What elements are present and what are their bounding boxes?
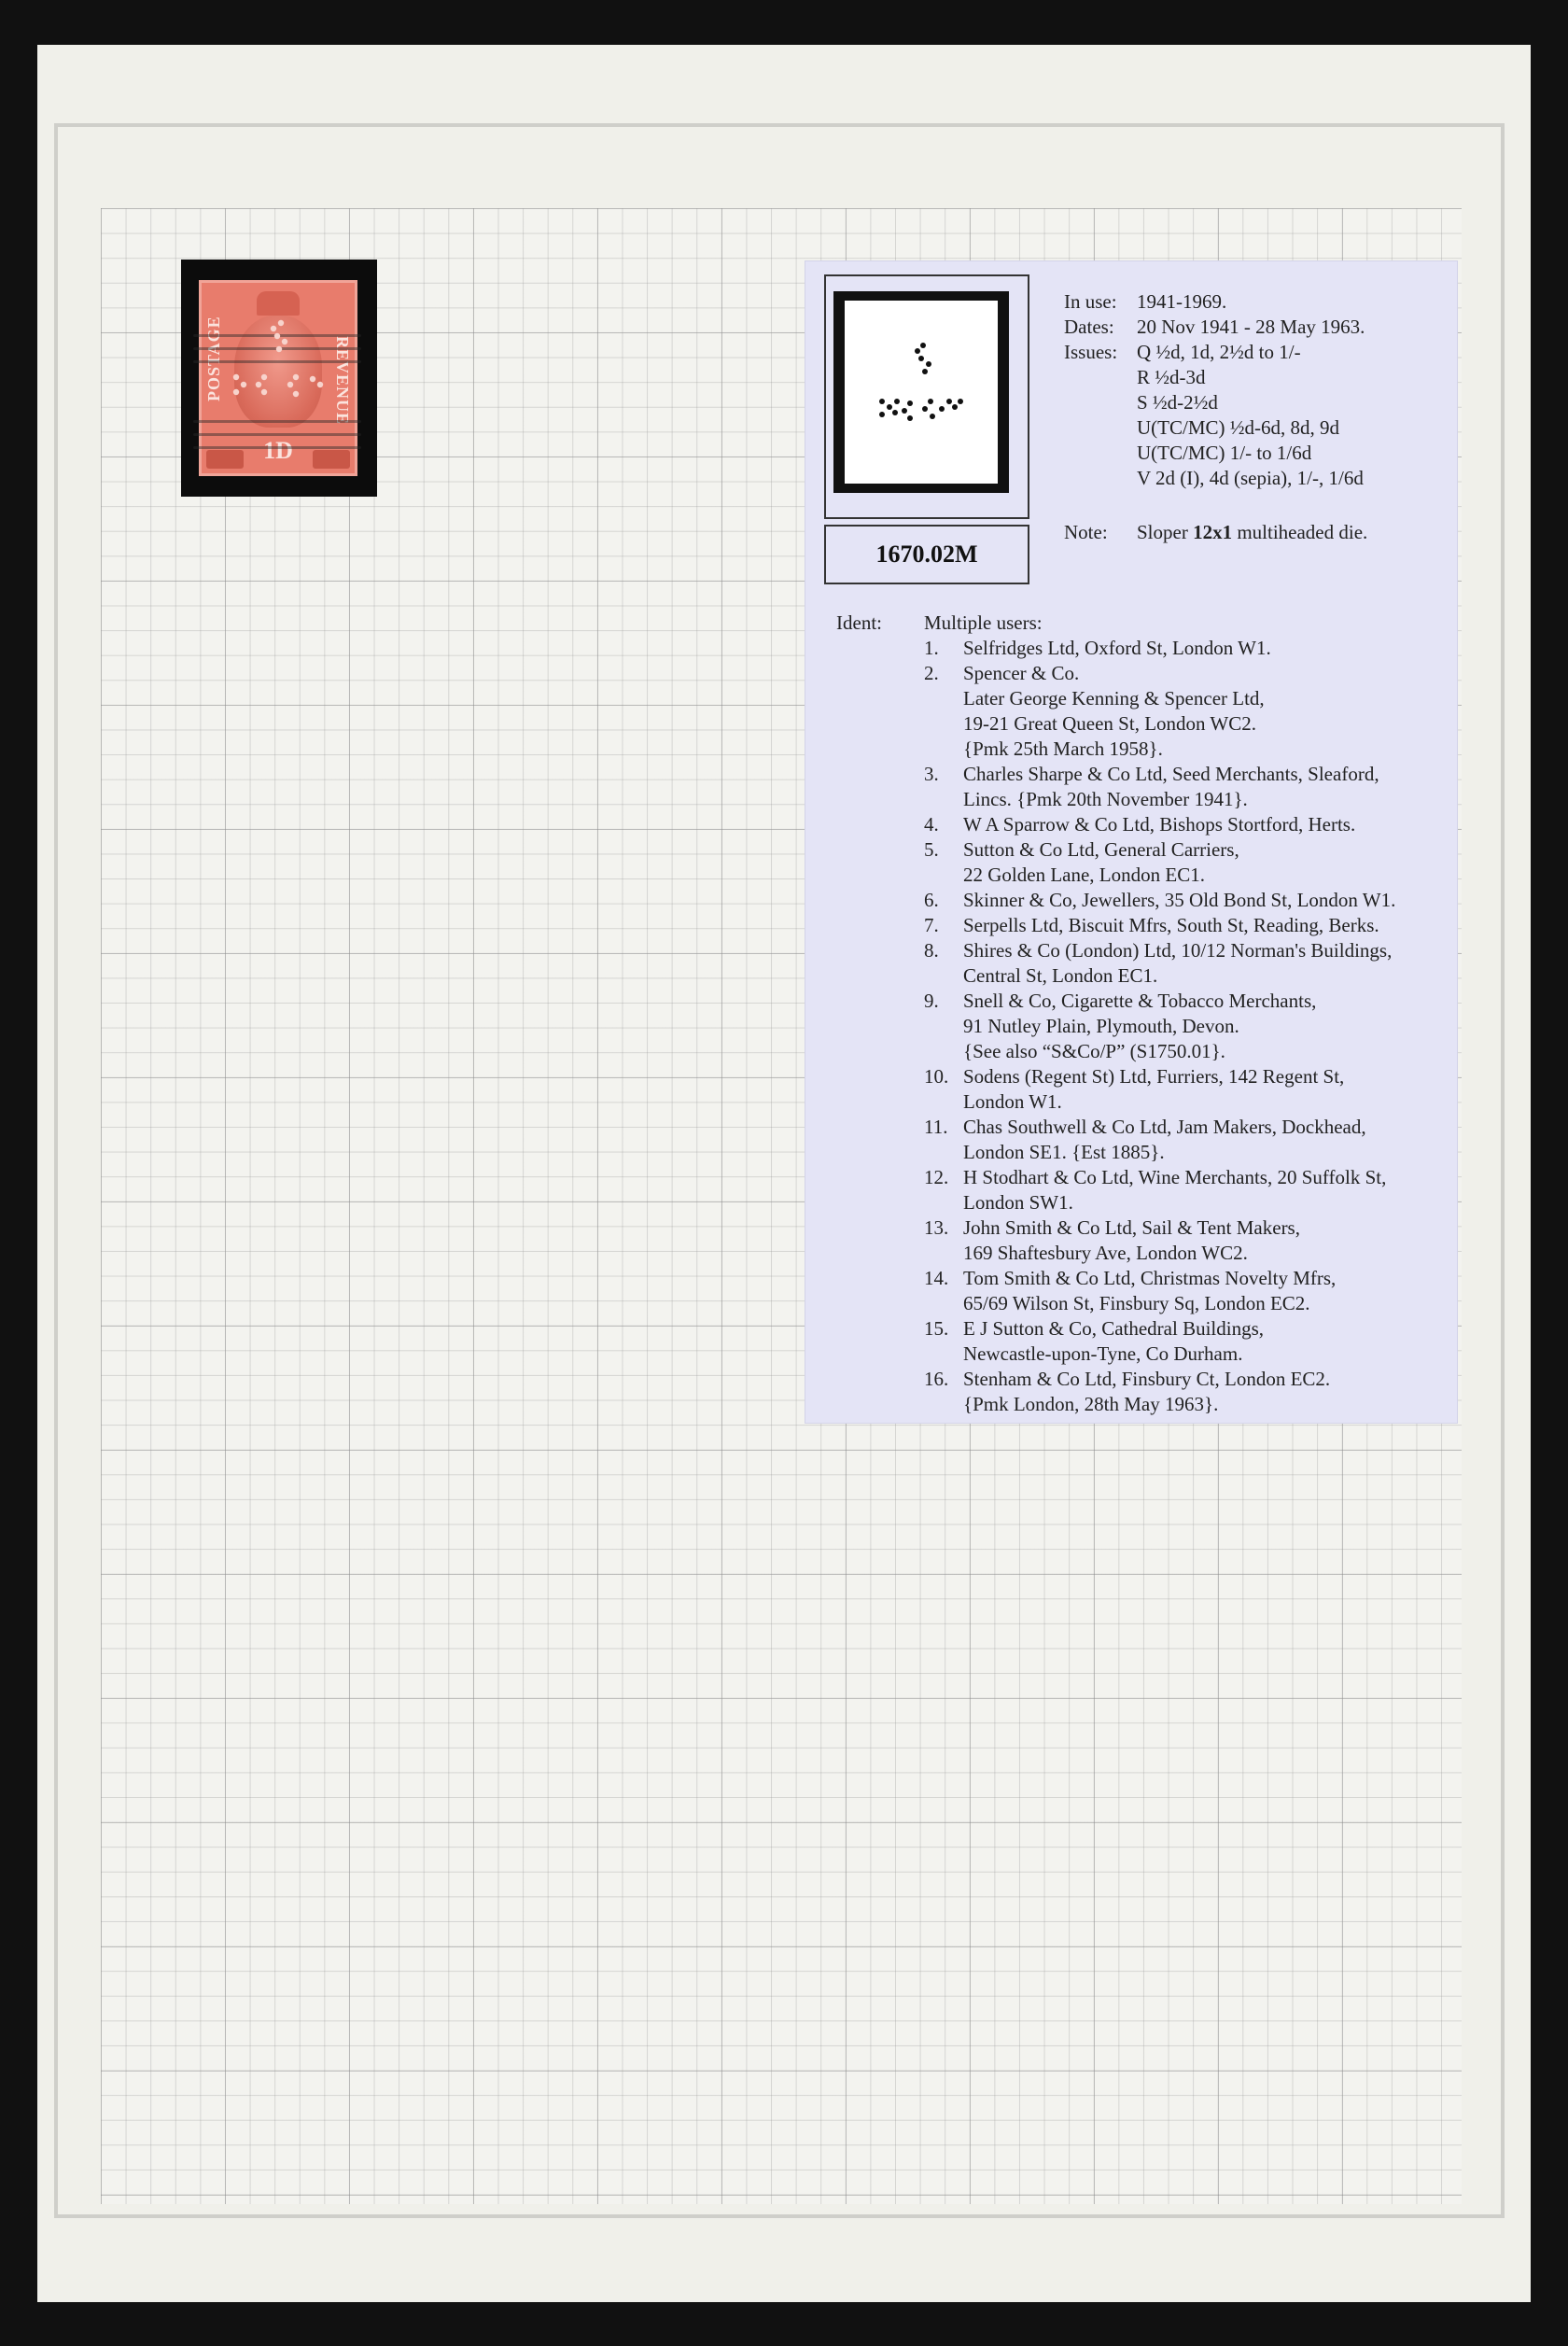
detail-value: V 2d (I), 4d (sepia), 1/-, 1/6d	[1137, 467, 1364, 489]
list-item	[924, 888, 1395, 913]
stamp	[199, 280, 357, 476]
list-item-number: 16.	[924, 1368, 949, 1390]
detail-row	[1064, 390, 1365, 415]
list-item-text: John Smith & Co Ltd, Sail & Tent Makers, 169 Shaftesbury Ave, London WC2.	[963, 1216, 1300, 1264]
list-item-number: 5.	[924, 838, 939, 861]
list-item-text: Selfridges Ltd, Oxford St, London W1.	[963, 637, 1271, 659]
list-item	[924, 1215, 1395, 1266]
album-page	[37, 45, 1531, 2302]
detail-key: Dates:	[1064, 316, 1114, 338]
list-item-number: 3.	[924, 763, 939, 785]
list-item-text: Shires & Co (London) Ltd, 10/12 Norman's Buildings, Central St, London EC1.	[963, 939, 1393, 987]
list-item-number: 4.	[924, 813, 939, 836]
list-item-number: 14.	[924, 1267, 949, 1289]
detail-row	[1064, 365, 1365, 390]
list-item-number: 7.	[924, 914, 939, 936]
detail-key: Issues:	[1064, 341, 1118, 363]
ident-section	[836, 611, 1395, 1417]
list-item-number: 10.	[924, 1065, 949, 1088]
detail-value: 20 Nov 1941 - 28 May 1963.	[1137, 316, 1365, 338]
list-item	[924, 1316, 1395, 1367]
detail-value: S ½d-2½d	[1137, 391, 1218, 414]
list-item	[924, 913, 1395, 938]
detail-value: Q ½d, 1d, 2½d to 1/-	[1137, 341, 1301, 363]
stamp-value: 1D	[263, 437, 293, 464]
list-item-number: 15.	[924, 1317, 949, 1340]
detail-value: R ½d-3d	[1137, 366, 1206, 388]
list-item-text: Serpells Ltd, Biscuit Mfrs, South St, Reading, Berks.	[963, 914, 1379, 936]
list-item-text: W A Sparrow & Co Ltd, Bishops Stortford, Herts.	[963, 813, 1356, 836]
list-item-number: 13.	[924, 1216, 949, 1239]
list-item-number: 2.	[924, 662, 939, 684]
list-item	[924, 762, 1395, 812]
list-item-text: Spencer & Co. Later George Kenning & Spencer Ltd, 19-21 Great Queen St, London WC2. {Pmk 25th March 1958}.	[963, 662, 1265, 760]
ident-label: Ident:	[836, 611, 882, 634]
list-item	[924, 1165, 1395, 1215]
list-item	[924, 812, 1395, 837]
list-item-text: Tom Smith & Co Ltd, Christmas Novelty Mfrs, 65/69 Wilson St, Finsbury Sq, London EC2.	[963, 1267, 1337, 1314]
list-item-text: Sutton & Co Ltd, General Carriers, 22 Golden Lane, London EC1.	[963, 838, 1239, 886]
perfin-pattern	[848, 304, 994, 480]
list-item-number: 9.	[924, 990, 939, 1012]
die-image-frame	[824, 274, 1029, 519]
list-item-text: Charles Sharpe & Co Ltd, Seed Merchants, Sleaford, Lincs. {Pmk 20th November 1941}.	[963, 763, 1379, 810]
detail-row	[1064, 441, 1365, 466]
list-item	[924, 837, 1395, 888]
list-item-text: Sodens (Regent St) Ltd, Furriers, 142 Regent St, London W1.	[963, 1065, 1345, 1113]
note-label: Note:	[1064, 521, 1108, 543]
perfin-die-image	[845, 301, 998, 484]
stamp-left-text: POSTAGE	[204, 316, 223, 401]
stamp-right-text: REVENUE	[333, 336, 352, 426]
list-item-number: 11.	[924, 1116, 948, 1138]
detail-row	[1064, 466, 1365, 491]
user-list	[836, 636, 1395, 1417]
detail-key	[1064, 365, 1137, 390]
list-item-text: Snell & Co, Cigarette & Tobacco Merchants, 91 Nutley Plain, Plymouth, Devon. {See also “S&Co/P” (S1750.01}.	[963, 990, 1317, 1062]
detail-key: In use:	[1064, 290, 1117, 313]
list-item-text: H Stodhart & Co Ltd, Wine Merchants, 20 Suffolk St, London SW1.	[963, 1166, 1387, 1214]
list-item	[924, 1367, 1395, 1417]
list-item-text: Stenham & Co Ltd, Finsbury Ct, London EC2. {Pmk London, 28th May 1963}.	[963, 1368, 1331, 1415]
detail-row	[1064, 315, 1365, 340]
detail-value: 1941-1969.	[1137, 290, 1227, 313]
list-item-text: E J Sutton & Co, Cathedral Buildings, Newcastle-upon-Tyne, Co Durham.	[963, 1317, 1265, 1365]
detail-key	[1064, 466, 1137, 491]
die-note	[1064, 521, 1367, 544]
detail-value: U(TC/MC) 1/- to 1/6d	[1137, 442, 1312, 464]
detail-key	[1064, 441, 1137, 466]
list-item	[924, 1115, 1395, 1165]
detail-row	[1064, 415, 1365, 441]
die-image-border	[833, 291, 1009, 493]
list-item	[924, 636, 1395, 661]
info-card	[805, 261, 1457, 1423]
list-item-number: 6.	[924, 889, 939, 911]
note-text: Sloper 12x1 multiheaded die.	[1137, 521, 1368, 543]
detail-row	[1064, 289, 1365, 315]
catalog-code: 1670.02M	[824, 525, 1029, 584]
ident-intro: Multiple users:	[924, 611, 1043, 634]
list-item-number: 1.	[924, 637, 939, 659]
list-item	[924, 661, 1395, 762]
detail-key	[1064, 415, 1137, 441]
list-item-text: Skinner & Co, Jewellers, 35 Old Bond St, London W1.	[963, 889, 1396, 911]
list-item-number: 8.	[924, 939, 939, 962]
list-item	[924, 938, 1395, 989]
perfin-holes	[199, 280, 357, 476]
detail-row	[1064, 340, 1365, 365]
list-item-text: Chas Southwell & Co Ltd, Jam Makers, Dockhead, London SE1. {Est 1885}.	[963, 1116, 1366, 1163]
detail-value: U(TC/MC) ½d-6d, 8d, 9d	[1137, 416, 1339, 439]
list-item-number: 12.	[924, 1166, 949, 1188]
list-item	[924, 989, 1395, 1064]
list-item	[924, 1266, 1395, 1316]
list-item	[924, 1064, 1395, 1115]
die-details	[1064, 289, 1365, 491]
detail-key	[1064, 390, 1137, 415]
stamp-mount	[181, 260, 377, 497]
